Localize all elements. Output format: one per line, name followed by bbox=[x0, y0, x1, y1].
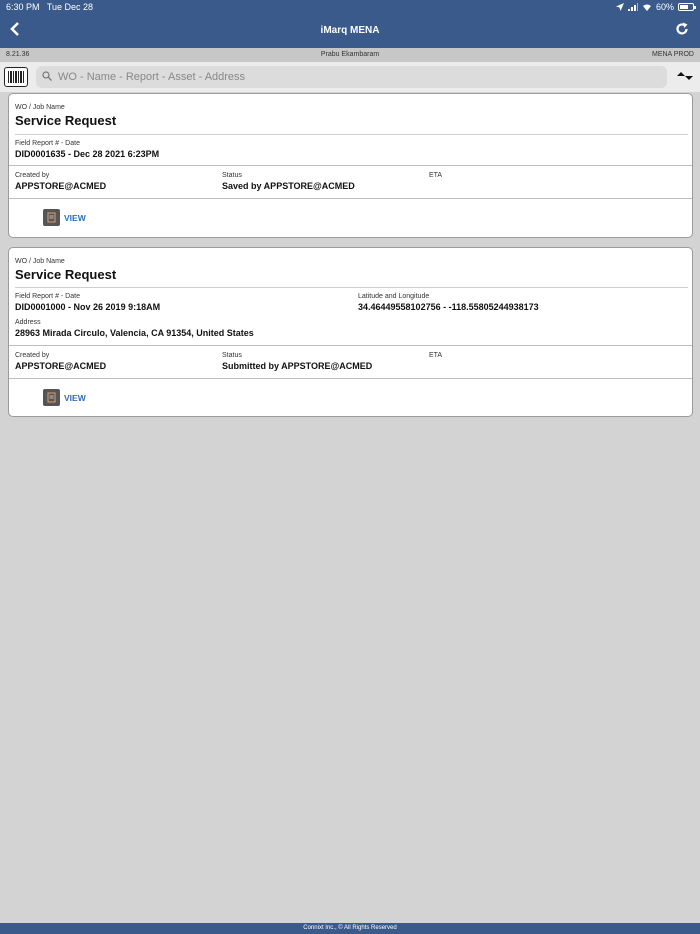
info-strip bbox=[0, 48, 700, 62]
view-button[interactable] bbox=[43, 209, 86, 226]
latlng-label: Latitude and Longitude bbox=[358, 293, 430, 300]
barcode-icon bbox=[8, 71, 9, 83]
view-button[interactable] bbox=[43, 389, 86, 406]
eta-label: ETA bbox=[429, 352, 443, 359]
divider bbox=[9, 345, 692, 346]
barcode-bar bbox=[18, 71, 19, 83]
top-header bbox=[0, 0, 700, 48]
report-label: Field Report # - Date bbox=[15, 293, 80, 300]
status-value: Saved by APPSTORE@ACMED bbox=[222, 181, 355, 191]
status-value: Submitted by APPSTORE@ACMED bbox=[222, 361, 373, 371]
signal-icon bbox=[628, 3, 638, 11]
app-version: 8.21.36 bbox=[6, 51, 30, 58]
status-label: Status bbox=[222, 352, 242, 359]
status-time-value: 6:30 PM bbox=[6, 2, 40, 12]
view-link[interactable]: VIEW bbox=[64, 392, 86, 403]
divider bbox=[15, 287, 688, 288]
wo-value: Service Request bbox=[15, 267, 117, 282]
sort-toggle-icon[interactable] bbox=[676, 71, 694, 83]
latlng-value: 34.46449558102756 - -118.55805244938173 bbox=[358, 302, 539, 312]
status-date-value: Tue Dec 28 bbox=[46, 2, 94, 12]
barcode-bar bbox=[10, 71, 12, 83]
created-by-label: Created by bbox=[15, 352, 50, 359]
address-value: 28963 Mirada Circulo, Valencia, CA 91354, United States bbox=[15, 328, 254, 338]
search-row bbox=[0, 62, 700, 92]
page-title: iMarq MENA bbox=[320, 25, 380, 36]
eta-label: ETA bbox=[429, 172, 443, 179]
address-label: Address bbox=[15, 319, 41, 326]
divider bbox=[9, 378, 692, 379]
wo-label: WO / Job Name bbox=[15, 104, 65, 111]
status-label: Status bbox=[222, 172, 242, 179]
status-time bbox=[6, 2, 93, 12]
report-card bbox=[8, 93, 693, 238]
divider bbox=[9, 165, 692, 166]
report-value: DID0001000 - Nov 26 2019 9:18AM bbox=[15, 302, 161, 312]
barcode-bar bbox=[20, 71, 22, 83]
search-icon bbox=[42, 71, 52, 81]
footer: Connixt Inc., © All Rights Reserved bbox=[0, 923, 700, 934]
barcode-bar bbox=[13, 71, 14, 83]
wo-label: WO / Job Name bbox=[15, 258, 65, 265]
search-box bbox=[36, 66, 667, 88]
user-name: Prabu Ekambaram bbox=[320, 51, 380, 58]
wo-value: Service Request bbox=[15, 113, 117, 128]
report-view-icon bbox=[43, 389, 60, 406]
report-label: Field Report # - Date bbox=[15, 140, 80, 147]
battery-icon bbox=[678, 3, 694, 11]
search-input[interactable] bbox=[58, 68, 658, 86]
barcode-scan-button[interactable] bbox=[4, 67, 28, 87]
refresh-icon bbox=[675, 22, 689, 36]
environment-label: MENA PROD bbox=[651, 51, 694, 58]
created-by-value: APPSTORE@ACMED bbox=[15, 361, 107, 371]
battery-percent: 60% bbox=[655, 2, 674, 12]
report-card bbox=[8, 247, 693, 417]
location-icon bbox=[616, 3, 624, 11]
status-indicators bbox=[616, 2, 694, 12]
divider bbox=[15, 134, 688, 135]
divider bbox=[9, 198, 692, 199]
barcode-bar bbox=[15, 71, 17, 83]
barcode-bar bbox=[23, 71, 24, 83]
created-by-value: APPSTORE@ACMED bbox=[15, 181, 107, 191]
view-link[interactable]: VIEW bbox=[64, 212, 86, 223]
refresh-button[interactable] bbox=[674, 22, 690, 40]
created-by-label: Created by bbox=[15, 172, 50, 179]
report-view-icon bbox=[43, 209, 60, 226]
wifi-icon bbox=[642, 3, 652, 11]
report-value: DID0001635 - Dec 28 2021 6:23PM bbox=[15, 149, 160, 159]
